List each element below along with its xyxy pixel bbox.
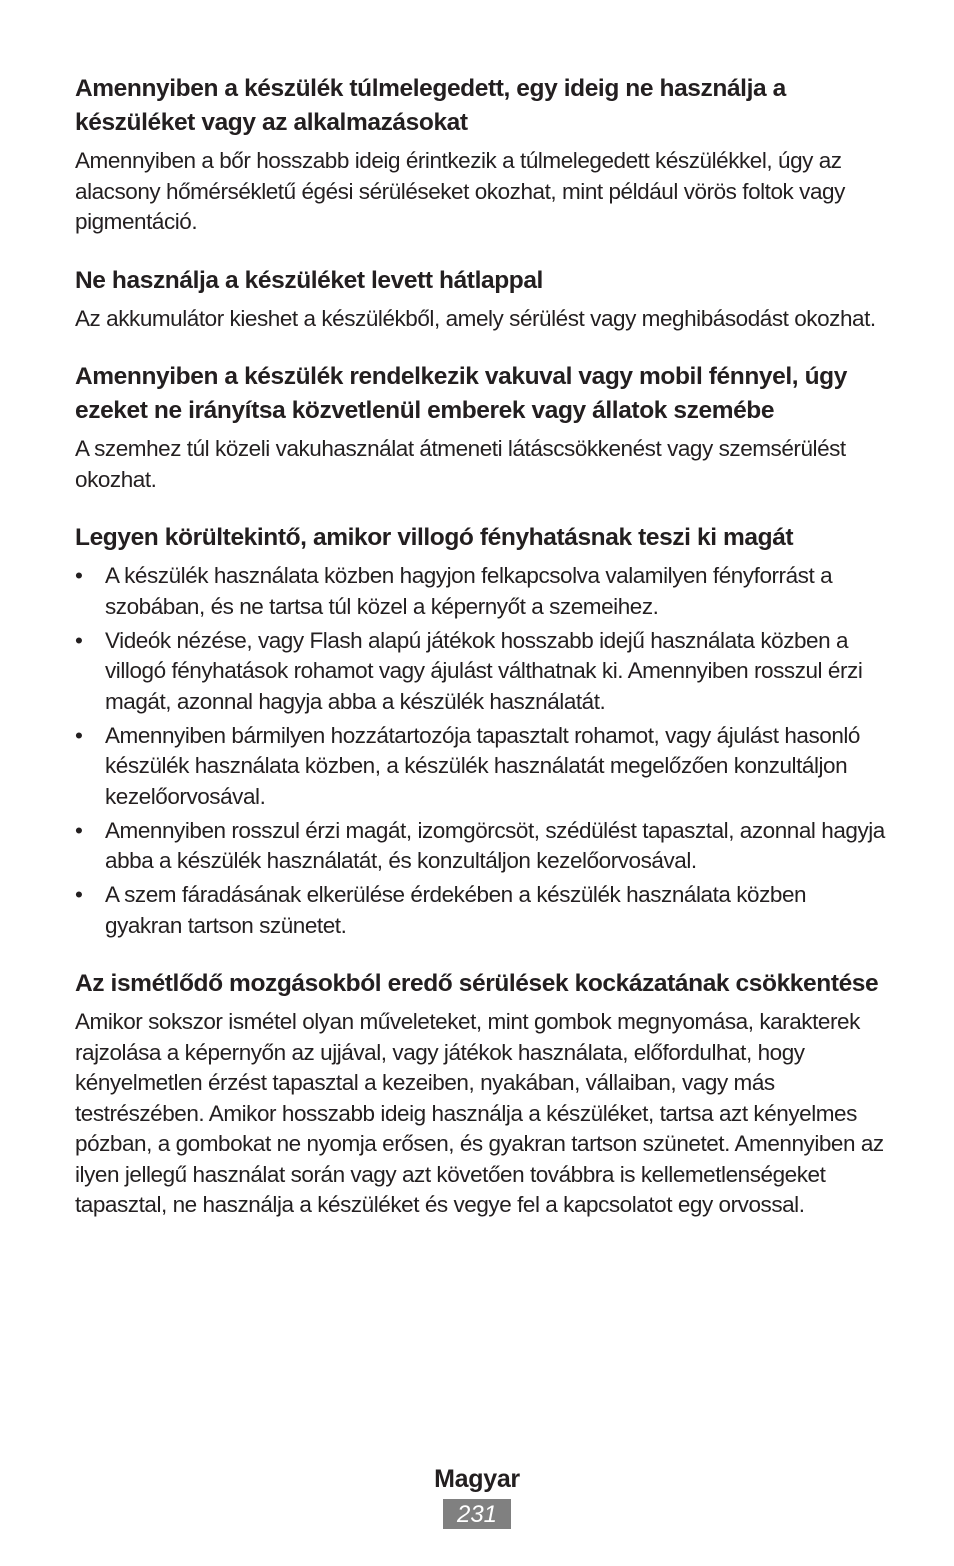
section-paragraph: A szemhez túl közeli vakuhasználat átmeneti látáscsökkenést vagy szemsérülést okozhat. — [75, 436, 846, 492]
section-heading: Az ismétlődő mozgásokból eredő sérülések kockázatának csökkentése — [75, 970, 879, 997]
section-overheating — [75, 72, 887, 238]
section-heading: Legyen körültekintő, amikor villogó fényhatásnak teszi ki magát — [75, 524, 794, 551]
list-item — [75, 816, 887, 877]
section-heading: Amennyiben a készülék rendelkezik vakuval vagy mobil fénnyel, úgy ezeket ne irányítsa közvetlenül emberek vagy állatok szemébe — [75, 363, 847, 424]
section-repetitive-motion — [75, 967, 887, 1221]
list-item — [75, 561, 887, 622]
bullet-icon: • — [75, 882, 83, 907]
page-footer — [0, 1462, 954, 1529]
list-item — [75, 721, 887, 813]
section-back-cover — [75, 264, 887, 335]
section-paragraph: Amennyiben a bőr hosszabb ideig érintkezik a túlmelegedett készülékkel, úgy az alacsony hőmérsékletű égési sérüléseket okozhat, mint például vörös foltok vagy pigmentáció. — [75, 148, 845, 234]
section-paragraph: Az akkumulátor kieshet a készülékből, amely sérülést vagy meghibásodást okozhat. — [75, 305, 876, 331]
bullet-icon: • — [75, 627, 83, 653]
section-flash-light — [75, 360, 887, 495]
bullet-icon: • — [75, 817, 83, 843]
page-number: 231 — [443, 1499, 511, 1529]
section-heading: Amennyiben a készülék túlmelegedett, egy ideig ne használja a készüléket vagy az alkalmazásokat — [75, 75, 786, 136]
section-heading: Ne használja a készüléket levett hátlappal — [75, 266, 543, 294]
bullet-icon: • — [75, 563, 83, 588]
section-paragraph: Amikor sokszor ismétel olyan műveleteket, mint gombok megnyomása, karakterek rajzolása a képernyőn az ujjával, vagy játékok használata, előfordulhat, hogy kényelmetlen érzést tapasztal a kezeiben, nyakában, vállaiban, vagy más testrészében. Amikor hosszabb ideig használja a készüléket, tartsa azt kényelmes pózban, a gombokat ne nyomja erősen, és gyakran tartson szünetet. Amennyiben az ilyen jellegű használat során vagy azt követően továbbra is kellemetlenségeket tapasztal, ne használja a készüléket és vegye fel a kapcsolatot egy orvossal. — [75, 1009, 884, 1217]
list-item-text: Amennyiben bármilyen hozzátartozója tapasztalt rohamot, vagy ájulást hasonló készülék használata közben, a készülék használatát megelőzően konzultáljon kezelőorvosával. — [105, 722, 860, 809]
document-body — [75, 72, 887, 1247]
list-item-text: Amennyiben rosszul érzi magát, izomgörcsöt, szédülést tapasztal, azonnal hagyja abba a készülék használatát, és konzultáljon kezelőorvosával. — [105, 817, 885, 873]
list-item-text: A készülék használata közben hagyjon felkapcsolva valamilyen fényforrást a szobában, és ne tartsa túl közel a képernyőt a szemeihez. — [105, 563, 833, 619]
list-item-text: Videók nézése, vagy Flash alapú játékok hosszabb idejű használata közben a villogó fényhatások rohamot vagy ájulást válthatnak ki. Amennyiben rosszul érzi magát, azonnal hagyja abba a készülék használatát. — [105, 627, 863, 714]
bullet-icon: • — [75, 722, 83, 748]
list-item — [75, 880, 887, 941]
list-item — [75, 626, 887, 718]
list-item-text: A szem fáradásának elkerülése érdekében a készülék használata közben gyakran tartson szünetet. — [105, 882, 807, 938]
section-flashing-lights — [75, 521, 887, 941]
bullet-list — [75, 561, 887, 941]
footer-language: Magyar — [434, 1465, 520, 1493]
